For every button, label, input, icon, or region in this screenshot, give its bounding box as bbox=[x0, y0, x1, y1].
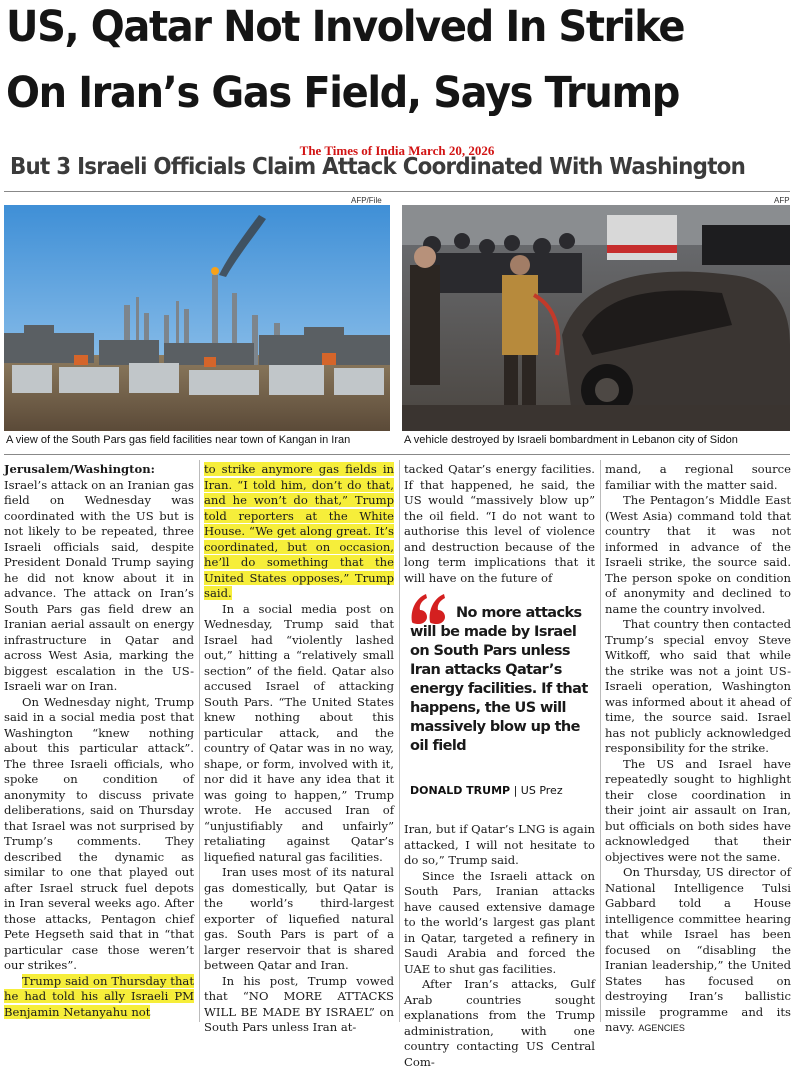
divider bbox=[4, 191, 790, 192]
paragraph: Since the Israeli attack on South Pars, Iranian attacks have caused extensive damage to the world’s largest gas plant in Qatar, targeted a refinery in Saudi Arabia and forced the UAE to shut gas facilities. bbox=[404, 868, 595, 976]
headline-line-2: On Iran’s Gas Field, Says Trump bbox=[6, 68, 679, 118]
quote-speaker: DONALD TRUMP bbox=[410, 784, 511, 797]
column-divider bbox=[199, 460, 200, 1022]
paragraph-highlighted bbox=[4, 974, 194, 1021]
paragraph: The US and Israel have repeatedly sought to highlight their close coordination in their joint air assault on Iran, but officials on both sides have acknowledged that their objectives were not the same. bbox=[605, 756, 791, 864]
quote-role: | US Prez bbox=[513, 784, 563, 797]
divider bbox=[4, 454, 790, 455]
paragraph: Iran uses most of its natural gas domestically, but Qatar is the world’s third-largest exporter of liquefied natural gas. South Pars is part of a larger reservoir that is shared between Qatar and Iran. bbox=[204, 865, 394, 972]
photo-gas-field bbox=[4, 205, 390, 431]
highlighted-text: to strike anymore gas fields in Iran. “I told him, don’t do that, and he won’t do that,” Trump told reporters at the White House. “We get along great. It’s coordinated, but on occasion, he’ll do something that the United States opposes,” Trump said. bbox=[204, 462, 394, 600]
article-column-2 bbox=[204, 462, 394, 1036]
paragraph: In his post, Trump vowed that “NO MORE ATTACKS WILL BE MADE BY ISRAEL” on South Pars unless Iran at- bbox=[204, 973, 394, 1034]
photo-credit-1: AFP/File bbox=[351, 196, 382, 205]
source-tag: The Times of India March 20, 2026 bbox=[299, 143, 495, 158]
paragraph-text: On Thursday, US director of National Intelligence Tulsi Gabbard told a House intelligence committee hearing that while Israel has been focused on “disabling the Iranian leadership,” the United States has focused on destroying Iran’s ballistic missile programme and its navy. bbox=[605, 865, 791, 1034]
headline-line-1: US, Qatar Not Involved In Strike bbox=[6, 2, 685, 52]
highlighted-text: Trump said on Thursday that he had told his ally Israeli PM Benjamin Netanyahu not bbox=[4, 973, 194, 1019]
pull-quote bbox=[404, 592, 597, 802]
paragraph: After Iran’s attacks, Gulf Arab countries sought explanations from the Trump administration, with one country contacting US Central Com- bbox=[404, 977, 595, 1069]
article-column-4 bbox=[605, 462, 791, 1037]
paragraph: mand, a regional source familiar with the matter said. bbox=[605, 462, 791, 492]
paragraph: The Pentagon’s Middle East (West Asia) command told that country that it was not informed in advance of the Israeli strike, the source said. The person spoke on condition of anonymity and declined to name the country involved. bbox=[605, 493, 791, 616]
column-divider bbox=[600, 460, 601, 1022]
paragraph bbox=[605, 865, 791, 1037]
photo-credit-2: AFP bbox=[774, 196, 790, 205]
quote-attribution bbox=[410, 784, 563, 797]
dateline: Jerusalem/Washington: bbox=[4, 462, 155, 476]
agency-credit: AGENCIES bbox=[638, 1023, 685, 1033]
paragraph-highlighted bbox=[204, 462, 394, 602]
paragraph bbox=[4, 462, 194, 695]
photo-caption-1: A view of the South Pars gas field facilities near town of Kangan in Iran bbox=[6, 434, 351, 446]
paragraph-text: Israel’s attack on an Iranian gas field on Wednesday was coordinated with the US but is not likely to be repeated, three Israeli officials said, despite President Donald Trump saying he did not know about it in advance. The attack on Iran’s South Pars gas field drew an Iranian aerial assault on energy infrastructure in Qatar and across West Asia, marking the biggest escalation in the US-Israeli war on Iran. bbox=[4, 477, 194, 693]
paragraph: Iran, but if Qatar’s LNG is again attacked, I will not hesitate to do so,” Trump said. bbox=[404, 822, 595, 867]
photo-destroyed-vehicle bbox=[402, 205, 790, 431]
column-divider bbox=[399, 460, 400, 1022]
paragraph: tacked Qatar’s energy facilities. If that happened, he said, the US would “massively blow up” the oil field. “I do not want to authorise this level of violence and destruction because of the long term implications that it will have on the future of bbox=[404, 462, 595, 585]
quote-text: No more attacks will be made by Israel on South Pars unless Iran attacks Qatar’s energy facilities. If that happens, the US will massively blow up the oil field bbox=[410, 605, 588, 754]
article-column-1 bbox=[4, 462, 194, 1020]
article-column-3-top bbox=[404, 462, 595, 586]
photo-caption-2: A vehicle destroyed by Israeli bombardment in Lebanon city of Sidon bbox=[404, 434, 738, 446]
paragraph: That country then contacted Trump’s special envoy Steve Witkoff, who said that while the strike was not a joint US-Israeli operation, Washington was informed about it ahead of time, the source said. Israel has not publicly acknowledged responsibility for the strike. bbox=[605, 617, 791, 755]
subheadline: But 3 Israeli Officials Claim Attack Coordinated With Washington bbox=[10, 154, 746, 180]
paragraph: On Wednesday night, Trump said in a social media post that Washington “knew nothing about this particular attack”. The three Israeli officials, who spoke on condition of anonymity to discuss private deliberations, said on Thursday that Israel was not surprised by Trump’s comments. They described the dynamic as similar to one that played out after Israel struck fuel depots in Iran several weeks ago. After those attacks, Pentagon chief Pete Hegseth said that in “that particular case those weren’t our strikes”. bbox=[4, 694, 194, 972]
article-column-3-bottom bbox=[404, 822, 595, 1070]
paragraph: In a social media post on Wednesday, Trump said that Israel had “violently lashed out,” hitting a “relatively small section” of the field. Qatar also accused Israel of attacking South Pars. “The United States knew nothing about this particular attack, and the country of Qatar was in no way, shape, or form, involved with it, nor did it have any idea that it was going to happen,” Trump wrote. He accused Iran of “unjustifiably and unfairly” retaliating against Qatar’s liquefied natural gas facilities. bbox=[204, 601, 394, 864]
